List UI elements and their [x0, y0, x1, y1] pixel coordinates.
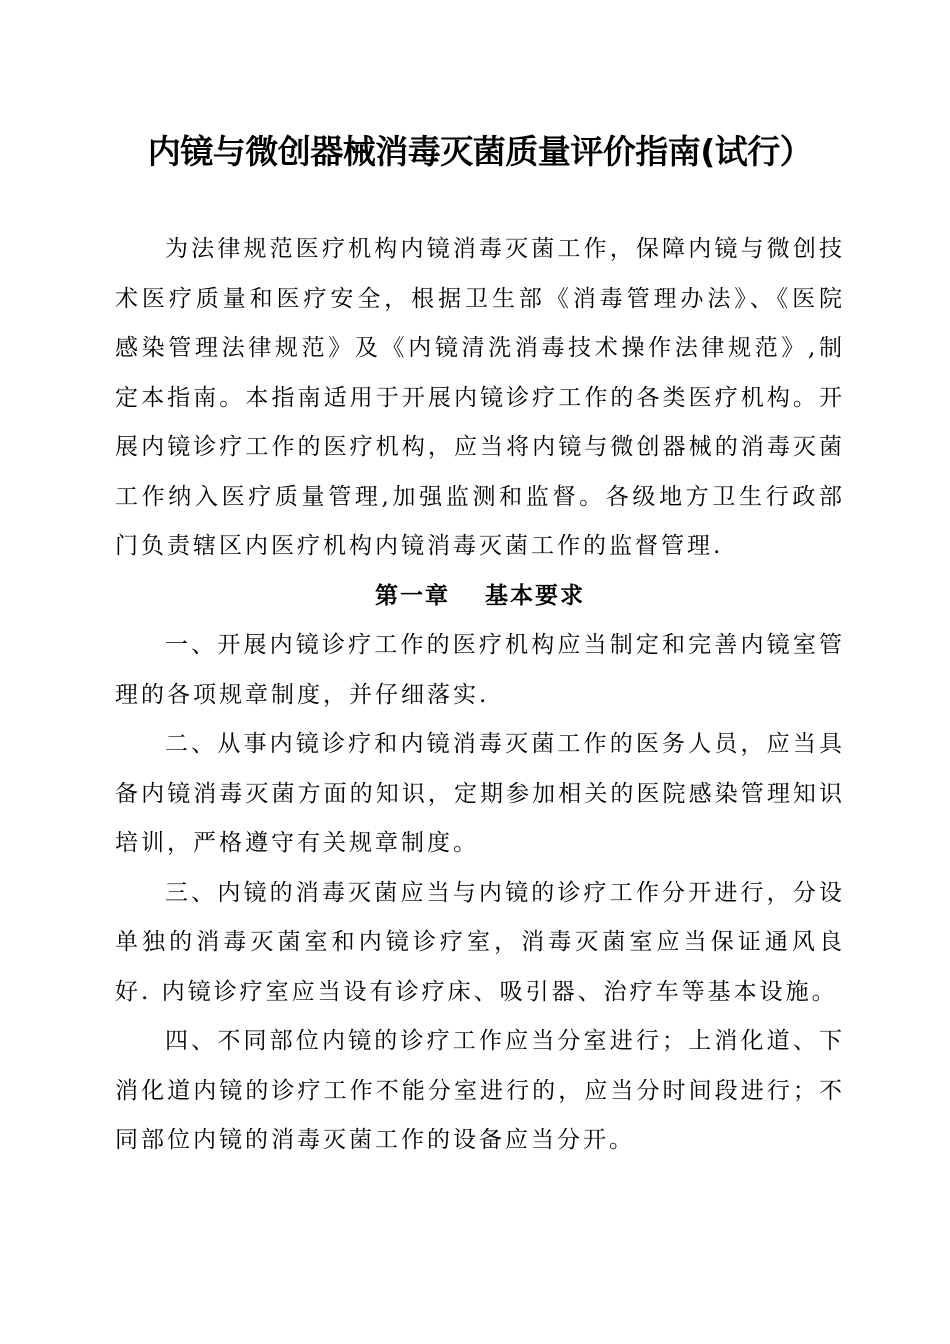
- document-body: [115, 225, 845, 1166]
- document-page: [115, 0, 845, 1344]
- clause-paragraph: 三、内镜的消毒灭菌应当与内镜的诊疗工作分开进行，分设单独的消毒灭菌室和内镜诊疗室，消毒灭菌室应当保证通风良好. 内镜诊疗室应当设有诊疗床、吸引器、治疗车等基本设施。: [115, 879, 845, 1005]
- chapter-heading: 第一章 基本要求: [374, 582, 585, 609]
- clause-paragraph: 一、开展内镜诊疗工作的医疗机构应当制定和完善内镜室管理的各项规章制度，并仔细落实.: [115, 632, 845, 708]
- clause-paragraph: 二、从事内镜诊疗和内镜消毒灭菌工作的医务人员，应当具备内镜消毒灭菌方面的知识，定期参加相关的医院感染管理知识培训，严格遵守有关规章制度。: [115, 731, 845, 856]
- document-title: 内镜与微创器械消毒灭菌质量评价指南(试行）: [147, 132, 813, 171]
- intro-paragraph: 为法律规范医疗机构内镜消毒灭菌工作，保障内镜与微创技术医疗质量和医疗安全，根据卫生部《消毒管理办法》、《医院感染管理法律规范》及《内镜清洗消毒技术操作法律规范》,制定本指南。本指南适用于开展内镜诊疗工作的各类医疗机构。开展内镜诊疗工作的医疗机构，应当将内镜与微创器械的消毒灭菌工作纳入医疗质量管理,加强监测和监督。各级地方卫生行政部门负责辖区内医疗机构内镜消毒灭菌工作的监督管理.: [115, 236, 845, 559]
- clause-paragraph: 四、不同部位内镜的诊疗工作应当分室进行；上消化道、下消化道内镜的诊疗工作不能分室进行的，应当分时间段进行；不同部位内镜的消毒灭菌工作的设备应当分开。: [115, 1028, 845, 1153]
